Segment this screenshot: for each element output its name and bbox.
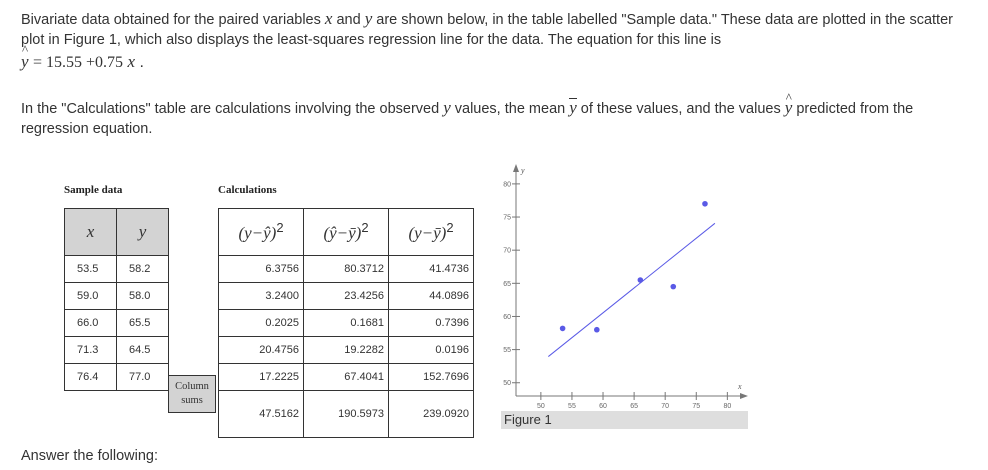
- figure-caption: Figure 1: [501, 411, 748, 429]
- intro-text-2: are shown below, in the table labelled "Sample data." These data are plotted in the scatter plot in Figure 1, which also displays the least-squares regression line for the data. The equation for this line is: [21, 12, 953, 48]
- x-axis-arrow: [740, 393, 748, 399]
- x-tick-label: 55: [568, 403, 576, 410]
- y-tick-label: 65: [503, 280, 511, 288]
- y-tick-label: 55: [503, 347, 511, 355]
- calculations-table: [218, 208, 474, 438]
- sample-cell: 58.0: [117, 283, 169, 310]
- table-row: [219, 283, 474, 310]
- sample-header-x: x: [65, 209, 117, 256]
- calc-cell: 44.0896: [389, 283, 474, 310]
- y-axis-label: y: [521, 166, 525, 175]
- sum-cell: 239.0920: [389, 391, 474, 438]
- table-row: [65, 364, 169, 391]
- data-point: [560, 326, 566, 332]
- sample-cell: 64.5: [117, 337, 169, 364]
- table-row: [65, 310, 169, 337]
- regression-equation: [21, 52, 144, 72]
- scatter-plot: [500, 160, 750, 410]
- calc-var-ybar: y: [569, 98, 577, 117]
- table-row: [65, 283, 169, 310]
- calc-cell: 3.2400: [219, 283, 304, 310]
- y-tick-label: 75: [503, 214, 511, 222]
- calc-cell: 19.2282: [304, 337, 389, 364]
- eq-rhs: = 15.55 +0.75: [33, 54, 124, 71]
- sample-cell: 77.0: [117, 364, 169, 391]
- calculations-label: Calculations: [218, 184, 277, 196]
- intro-text-1: Bivariate data obtained for the paired variables: [21, 12, 325, 28]
- calc-cell: 0.7396: [389, 310, 474, 337]
- x-axis-label: x: [738, 382, 742, 391]
- var-y: y: [364, 9, 373, 28]
- calc-cell: 152.7696: [389, 364, 474, 391]
- y-tick-label: 70: [503, 247, 511, 255]
- calc-intro-paragraph: [21, 98, 971, 139]
- y-tick-label: 80: [503, 181, 511, 189]
- data-point: [594, 327, 600, 333]
- y-axis-arrow: [513, 164, 519, 172]
- x-tick-label: 70: [661, 403, 670, 410]
- x-tick-label: 75: [692, 403, 701, 410]
- sample-data-table: [64, 208, 169, 391]
- answer-prompt: Answer the following:: [21, 448, 159, 464]
- eq-yhat: ^ y: [21, 52, 29, 72]
- sample-data-label: Sample data: [64, 184, 123, 196]
- x-tick-label: 60: [599, 403, 607, 410]
- sample-cell: 58.2: [117, 256, 169, 283]
- sample-cell: 53.5: [65, 256, 117, 283]
- calc-cell: 41.4736: [389, 256, 474, 283]
- calc-header-total: (y−ȳ)$^2$: [389, 209, 474, 256]
- calc-cell: 17.2225: [219, 364, 304, 391]
- var-x: x: [324, 9, 333, 28]
- x-tick-label: 80: [723, 403, 732, 410]
- calc-intro-4: predicted from the regression equation.: [21, 101, 914, 137]
- column-sums-row: [219, 391, 474, 438]
- y-tick-label: 60: [503, 313, 511, 321]
- sample-cell: 59.0: [65, 283, 117, 310]
- calc-header-reg: (ŷ−ȳ)$^2$: [304, 209, 389, 256]
- table-row: [219, 364, 474, 391]
- table-row: [219, 310, 474, 337]
- eq-x: x: [127, 52, 136, 71]
- calc-var-y: y: [443, 98, 451, 117]
- calc-var-yhat: ^ y: [785, 98, 793, 118]
- sum-cell: 47.5162: [219, 391, 304, 438]
- intro-text-and: and: [332, 12, 365, 28]
- calc-cell: 80.3712: [304, 256, 389, 283]
- calc-cell: 20.4756: [219, 337, 304, 364]
- calc-header-resid: (y−ŷ)$^2$: [219, 209, 304, 256]
- calc-intro-1: In the "Calculations" table are calculations involving the observed: [21, 101, 444, 117]
- table-row: [219, 337, 474, 364]
- calc-intro-3: of these values, and the values: [576, 101, 785, 117]
- sample-cell: 65.5: [117, 310, 169, 337]
- column-sums-label: Column sums: [168, 375, 216, 413]
- eq-period: .: [135, 54, 144, 71]
- x-tick-label: 65: [630, 403, 639, 410]
- intro-paragraph: [21, 9, 971, 50]
- calc-cell: 0.2025: [219, 310, 304, 337]
- sample-header-y: y: [117, 209, 169, 256]
- sample-cell: 71.3: [65, 337, 117, 364]
- calc-cell: 23.4256: [304, 283, 389, 310]
- sum-cell: 190.5973: [304, 391, 389, 438]
- calc-cell: 0.1681: [304, 310, 389, 337]
- table-row: [219, 256, 474, 283]
- sample-cell: 76.4: [65, 364, 117, 391]
- data-point: [702, 201, 708, 207]
- table-row: [65, 337, 169, 364]
- regression-line: [548, 223, 715, 356]
- sample-cell: 66.0: [65, 310, 117, 337]
- calc-cell: 67.4041: [304, 364, 389, 391]
- data-point: [638, 277, 644, 283]
- table-row: [65, 256, 169, 283]
- y-tick-label: 50: [503, 380, 511, 388]
- x-tick-label: 50: [536, 403, 545, 410]
- calc-intro-2: values, the mean: [450, 101, 570, 117]
- calc-cell: 6.3756: [219, 256, 304, 283]
- calc-cell: 0.0196: [389, 337, 474, 364]
- data-point: [670, 284, 676, 290]
